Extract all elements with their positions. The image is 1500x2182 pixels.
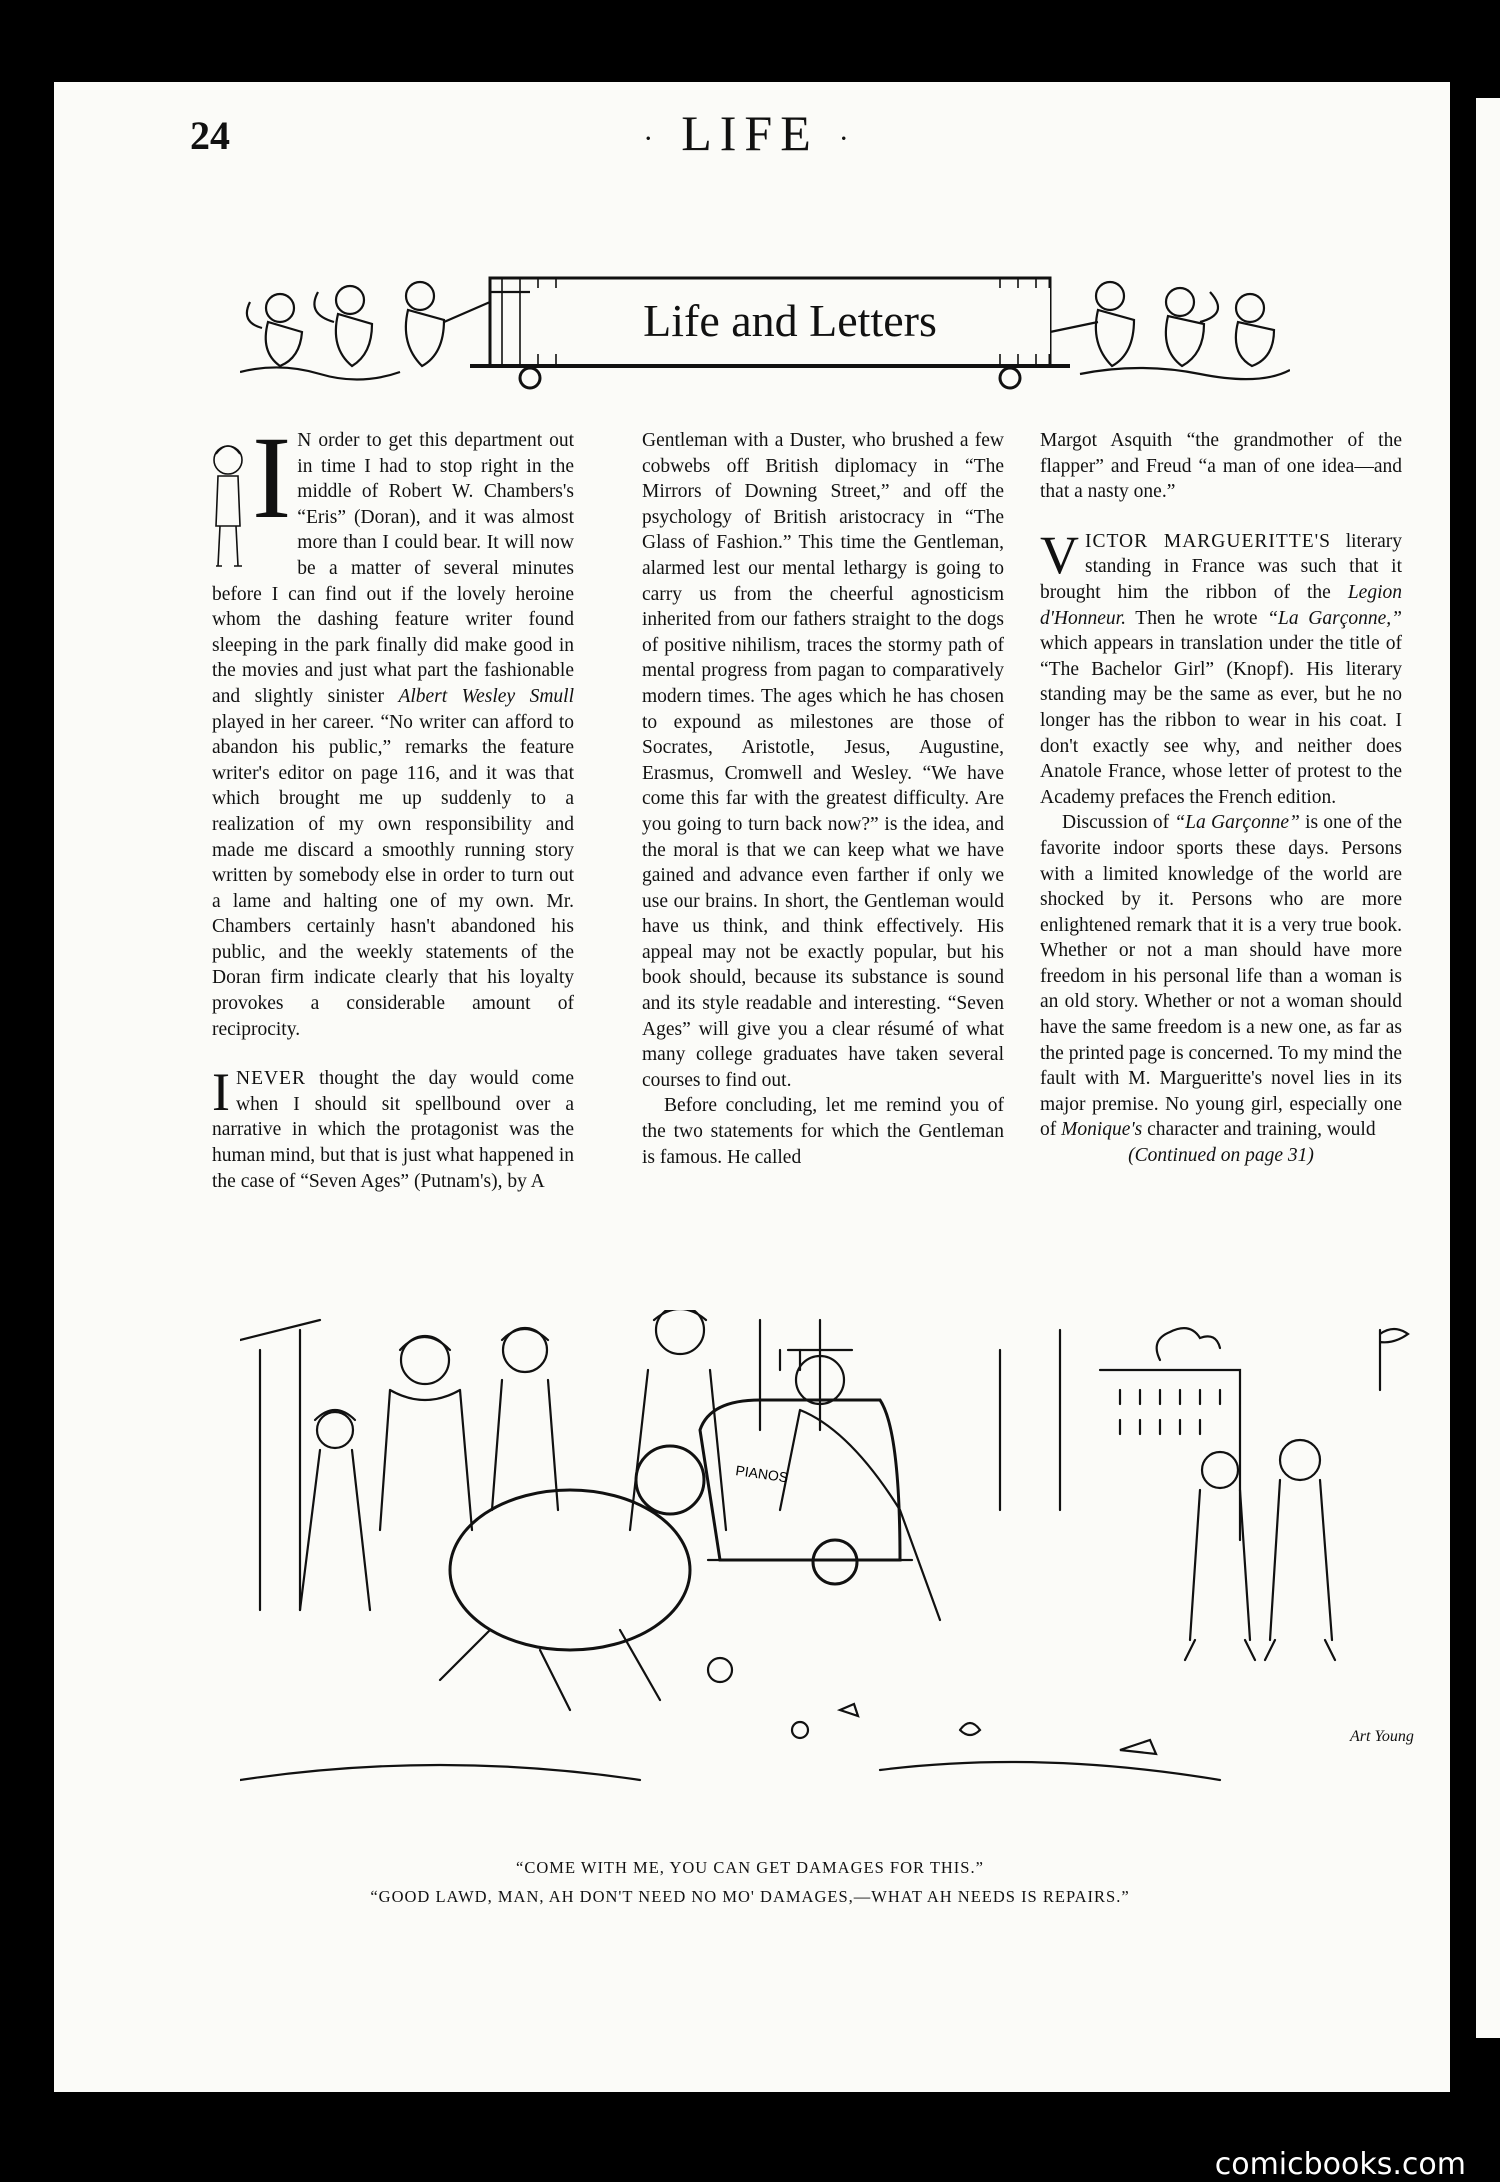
- small-portrait-illustration: [208, 436, 248, 576]
- column3-paragraph2-rest: which appears in translation under the title of “The Bachelor Girl” (Knopf). His literary standing may be the same as ever, but he no longer has the ribbon to wear in his coat. I don't exactly see why, and neither does Anatole France, whose letter of protest to the Academy prefaces the French edition.: [1040, 633, 1402, 808]
- cartoon-caption-line1: “COME WITH ME, YOU CAN GET DAMAGES FOR THIS.”: [516, 1858, 984, 1877]
- column3-p3-italic2: Monique's: [1061, 1119, 1143, 1141]
- column3-p2-caps: ICTOR MARGUERITTE'S: [1085, 530, 1331, 552]
- dropcap-i: I: [252, 412, 292, 543]
- artist-signature: Art Young: [1350, 1728, 1414, 1745]
- masthead-dot-left: ·: [643, 121, 662, 155]
- masthead-title: LIFE: [681, 105, 819, 161]
- column3-paragraph1: Margot Asquith “the grandmother of the flapper” and Freud “a man of one idea—and that a nasty one.”: [1040, 430, 1402, 503]
- column1-paragraph2: thought the day would come when I should sit spellbound over a narrative in which the protagonist was the human mind, but that is just what happened in the case of “Seven Ages” (Putnam's), by A: [212, 1068, 574, 1192]
- article-column-3: [1040, 428, 1402, 1169]
- article-column-2: [642, 428, 1004, 1170]
- column3-italic-garconne: “La Garçonne,”: [1267, 607, 1402, 629]
- column3-paragraph2: literary standing in France was such that it brought him the ribbon of the: [1040, 530, 1402, 603]
- dropcap-i-2: I: [212, 1062, 230, 1123]
- column2-paragraph2: Before concluding, let me remind you of the two statements for which the Gentleman is famous. He called: [642, 1095, 1004, 1168]
- article-column-1: [212, 412, 574, 1194]
- column2-paragraph1: Gentleman with a Duster, who brushed a few cobwebs off British diplomacy in “The Mirrors of Downing Street,” and off the psychology of British aristocracy in “The Glass of Fashion.” This time the Gentleman, alarmed lest our mental lethargy is going to carry us from the cheerful agnosticism inherited from our fathers straight to the dogs of positive nihilism, traces the stormy path of mental progress from pagan to comparatively modern times. The ages which he has chosen to expound as milestones are those of Socrates, Aristotle, Jesus, Augustine, Erasmus, Cromwell and Wesley. “We have come this far with the greatest difficulty. Are you going to turn back now?” is the idea, and the moral is that we can keep what we have gained and advance even farther if only we use our brains. In short, the Gentleman would have us think, and think effectively. His appeal may not be exactly popular, but his book should, because its substance is sound and its style readable and interesting. “Seven Ages” will give you a clear résumé of what many college graduates have taken several courses to find out.: [642, 430, 1004, 1091]
- column3-p3-italic: “La Garçonne”: [1174, 812, 1300, 834]
- column1-p2-caps: NEVER: [235, 1068, 306, 1090]
- masthead-dot-right: ·: [838, 121, 857, 155]
- column1-paragraph1: N order to get this department out in time I had to stop right in the middle of Robert W. Chambers's “Eris” (Doran), and it was almost more than I could bear. It will now be a matter of several minutes before I can find out if the lovely heroine whom the dashing feature writer found sleeping in the park finally did make good in the movies and just what part the fashionable and slightly sinister: [212, 430, 574, 707]
- column1-italic-name: Albert Wesley Smull: [398, 685, 574, 707]
- column3-paragraph3-end: character and training, would: [1147, 1119, 1376, 1141]
- site-watermark: comicbooks.com: [1214, 2147, 1466, 2182]
- cartoon-illustration: [240, 1310, 1420, 1830]
- column3-p3-start: Discussion of: [1062, 812, 1170, 834]
- dropcap-v: V: [1040, 524, 1079, 585]
- continued-note: (Continued on page 31): [1128, 1145, 1314, 1167]
- masthead: [0, 104, 1500, 162]
- page-number: 24: [190, 113, 230, 158]
- next-page-edge: [1476, 98, 1500, 2038]
- truck-lettering: PIANOS: [734, 1462, 790, 1486]
- column3-italic-legion: Legion d'Honneur.: [1040, 581, 1402, 629]
- banner-title: Life and Letters: [530, 288, 1050, 354]
- column3-paragraph3: is one of the favorite indoor sports these days. Persons with a limited knowledge of the world are shocked by it. Persons who are more enlightened remark that it is a very true book. Whether or not a man should have more freedom in his personal life than a woman is an old story. Whether or not a woman should have the same freedom is a new one, as far as the printed page is concerned. To my mind the fault with M. Margueritte's novel lies in its major premise. No young girl, especially one of: [1040, 812, 1402, 1141]
- column3-paragraph2-mid: Then he wrote: [1135, 607, 1258, 629]
- column1-paragraph1-rest: played in her career. “No writer can afford to abandon his public,” remarks the feature writer's editor on page 116, and it was that which brought me up suddenly to a realization of my own responsibility and made me discard a smoothly running story written by somebody else in order to turn out a lame and halting one of my own. Mr. Chambers certainly hasn't abandoned his public, and the weekly statements of the Doran firm indicate clearly that his loyalty provokes a considerable amount of reciprocity.: [212, 711, 574, 1040]
- cartoon-caption-line2: “GOOD LAWD, MAN, AH DON'T NEED NO MO' DAMAGES,—WHAT AH NEEDS IS REPAIRS.”: [370, 1887, 1130, 1906]
